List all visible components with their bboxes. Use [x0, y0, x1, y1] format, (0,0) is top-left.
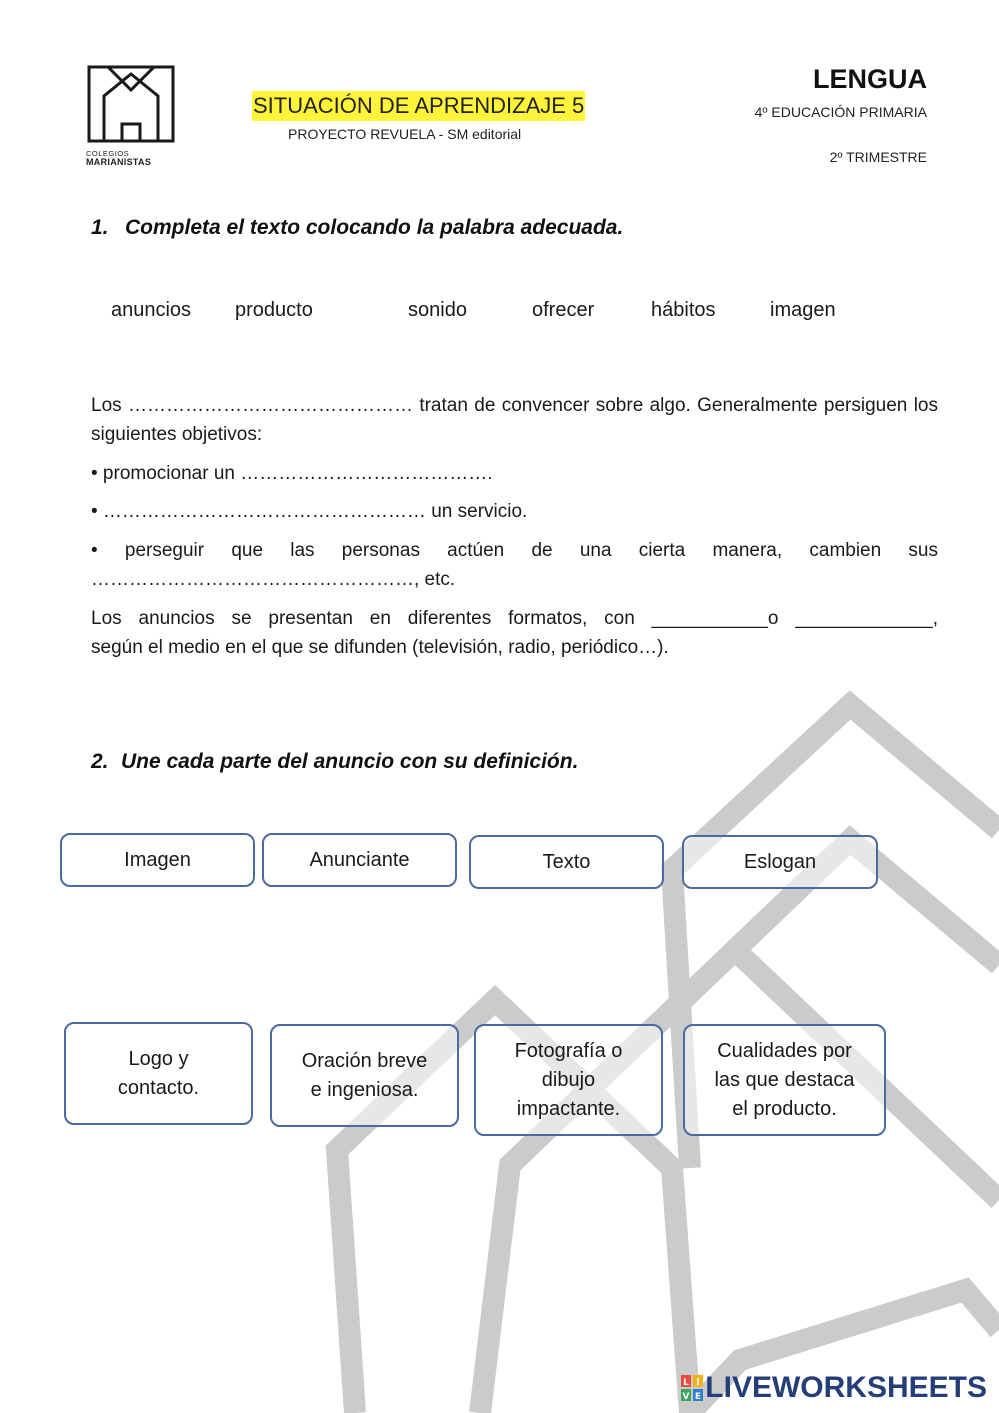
definition-line: las que destaca — [714, 1068, 855, 1091]
definition-line: e ingeniosa. — [310, 1078, 419, 1101]
subject-label: LENGUA — [813, 64, 927, 94]
text-line-4: • perseguir que las personas actúen de una cierta manera, cambien sus — [91, 540, 938, 561]
word-option[interactable]: hábitos — [651, 299, 716, 321]
exercise1-instruction: Completa el texto colocando la palabra adecuada. — [125, 216, 624, 239]
house-logo-icon — [86, 64, 176, 144]
icon-letter: L — [683, 1378, 690, 1388]
exercise1-heading — [91, 216, 623, 240]
definition-line: Oración breve — [301, 1049, 428, 1072]
definition-box-logo[interactable] — [64, 1022, 253, 1125]
icon-letter: V — [682, 1392, 690, 1401]
logo-line1: COLEGIOS — [86, 149, 130, 158]
term-label: 2º TRIMESTRE — [829, 149, 927, 165]
definition-line: contacto. — [117, 1076, 200, 1099]
definition-box-oracion[interactable] — [270, 1024, 459, 1127]
word-option[interactable]: ofrecer — [532, 299, 595, 321]
definition-box-cualidades[interactable] — [683, 1024, 886, 1136]
definition-line: dibujo — [541, 1068, 596, 1091]
exercise2-heading — [91, 750, 578, 774]
text-line-5: ……………………………………………, etc. — [91, 569, 456, 590]
part-label: Anunciante — [309, 848, 410, 871]
exercise2-instruction: Une cada parte del anuncio con su definición. — [121, 750, 579, 773]
page-title: SITUACIÓN DE APRENDIZAJE 5 — [252, 91, 585, 121]
exercise2-number: 2. — [91, 750, 109, 773]
exercise1-number: 1. — [91, 216, 109, 239]
part-box-anunciante[interactable] — [262, 833, 457, 887]
word-option[interactable]: anuncios — [111, 299, 192, 321]
brand-text: LIVEWORKSHEETS — [705, 1371, 987, 1404]
definition-line: impactante. — [516, 1097, 621, 1120]
part-label: Eslogan — [743, 850, 817, 873]
word-option[interactable]: producto — [235, 299, 313, 321]
text-line-1: Los ……………………………………… tratan de convencer sobre algo. Generalmente persiguen los siguientes objetivos: — [91, 395, 938, 445]
definition-line: Fotografía o — [514, 1039, 623, 1062]
page-subtitle: PROYECTO REVUELA - SM editorial — [288, 126, 522, 142]
icon-letter: I — [696, 1378, 700, 1388]
text-line-6: Los anuncios se presentan en diferentes formatos, con ___________o _____________, — [91, 608, 938, 629]
definition-line: el producto. — [732, 1097, 837, 1120]
liveworksheets-logo-icon — [681, 1375, 703, 1401]
logo-line2: MARIANISTAS — [86, 157, 152, 167]
definition-box-fotografia[interactable] — [474, 1024, 663, 1136]
text-line-2: • promocionar un …………………………………. — [91, 463, 493, 484]
definition-line: Cualidades por — [717, 1039, 852, 1062]
text-line-7: según el medio en el que se difunden (televisión, radio, periódico…). — [91, 637, 669, 658]
logo-text — [86, 149, 181, 167]
word-option[interactable]: sonido — [408, 299, 467, 321]
part-label: Texto — [542, 850, 591, 873]
part-box-texto[interactable] — [469, 835, 664, 889]
liveworksheets-brand — [681, 1373, 987, 1403]
part-label: Imagen — [124, 848, 191, 871]
text-line-3: • …………………………………………… un servicio. — [91, 501, 528, 522]
part-box-eslogan[interactable] — [682, 835, 878, 889]
word-option[interactable]: imagen — [770, 299, 836, 321]
school-logo — [86, 64, 181, 172]
icon-letter: E — [695, 1392, 702, 1401]
grade-label: 4º EDUCACIÓN PRIMARIA — [754, 104, 927, 120]
part-box-imagen[interactable] — [60, 833, 255, 887]
definition-line: Logo y — [128, 1047, 189, 1070]
